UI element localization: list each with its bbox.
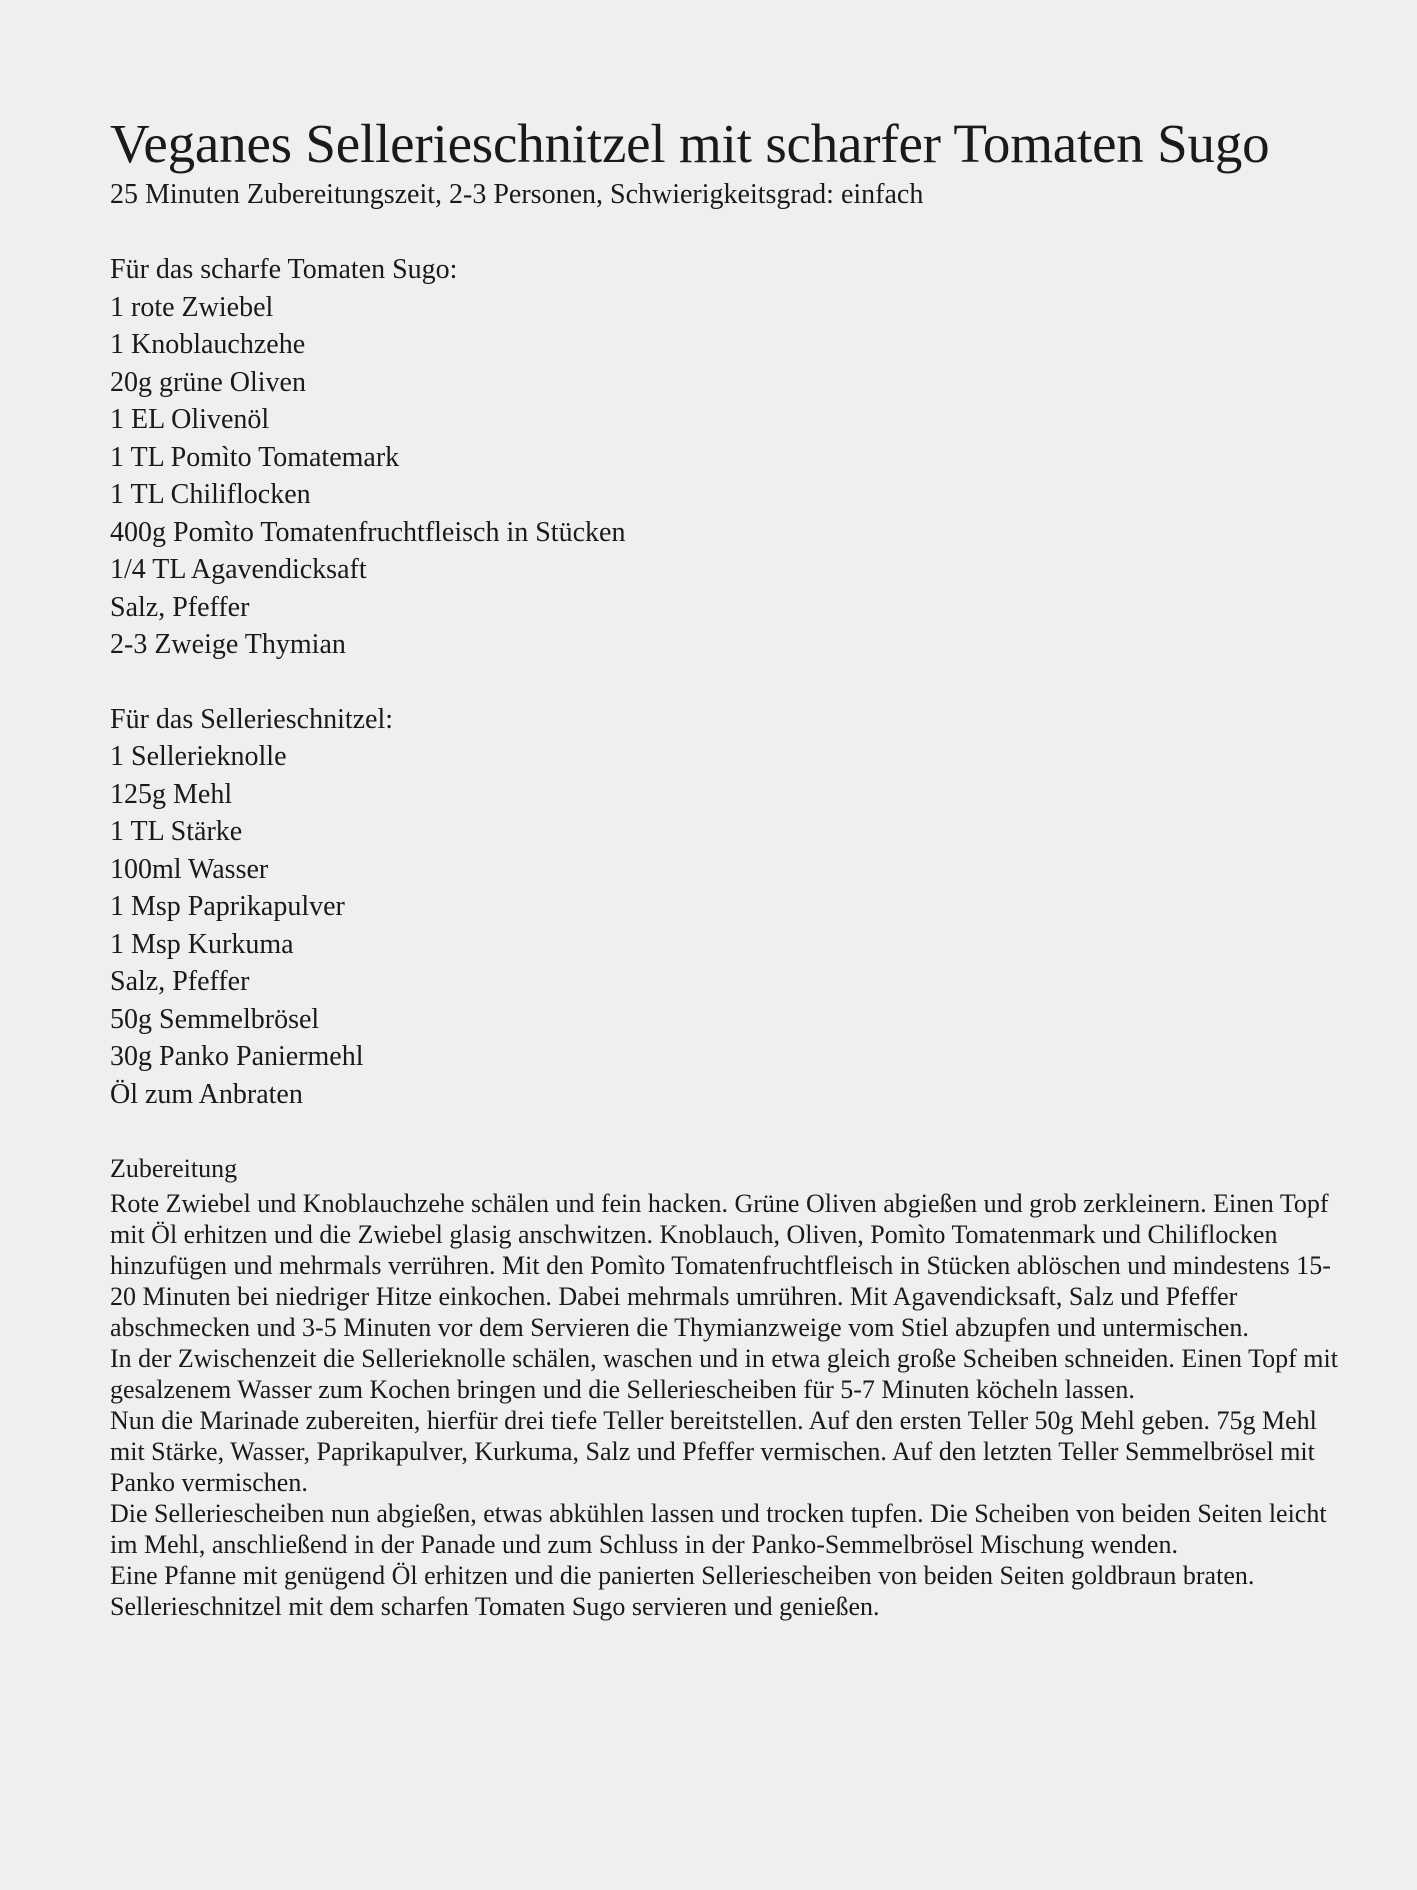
sugo-heading: Für das scharfe Tomaten Sugo: [110, 254, 458, 285]
ingredient-item: 400g Pomìto Tomatenfruchtfleisch in Stücken [110, 516, 626, 548]
preparation-step: Die Selleriescheiben nun abgießen, etwas abkühlen lassen und trocken tupfen. Die Scheiben von beiden Seiten leicht im Mehl, anschließend in der Panade und zum Schluss in der Panko-Semmelbrösel Mischung wenden. [110, 1498, 1327, 1559]
sugo-ingredient-list [110, 289, 1350, 664]
ingredient-item: 30g Panko Paniermehl [110, 1041, 364, 1072]
preparation-step: Eine Pfanne mit genügend Öl erhitzen und die panierten Selleriescheiben von beiden Seiten goldbraun braten. [110, 1560, 1255, 1590]
recipe-document [110, 112, 1350, 1622]
ingredient-item: 1 Msp Kurkuma [110, 928, 294, 960]
ingredient-item: Salz, Pfeffer [110, 591, 250, 623]
ingredient-item: Salz, Pfeffer [110, 966, 250, 997]
preparation-step: Nun die Marinade zubereiten, hierfür drei tiefe Teller bereitstellen. Auf den ersten Teller 50g Mehl geben. 75g Mehl mit Stärke, Wasser, Paprikapulver, Kurkuma, Salz und Pfeffer vermischen. Auf den letzten Teller Semmelbrösel mit Panko vermischen. [110, 1405, 1317, 1497]
schnitzel-heading: Für das Sellerieschnitzel: [110, 703, 394, 735]
ingredient-item: 1 TL Pomìto Tomatemark [110, 441, 400, 473]
schnitzel-ingredient-list [110, 738, 1350, 1113]
sugo-ingredients-section [110, 251, 1350, 664]
ingredient-item: 1 Sellerieknolle [110, 741, 287, 772]
preparation-heading: Zubereitung [110, 1154, 238, 1183]
ingredient-item: Öl zum Anbraten [110, 1078, 303, 1110]
ingredient-item: 1 EL Olivenöl [110, 404, 270, 435]
preparation-step: Sellerieschnitzel mit dem scharfen Tomaten Sugo servieren und genießen. [110, 1591, 880, 1621]
preparation-step: Rote Zwiebel und Knoblauchzehe schälen und fein hacken. Grüne Oliven abgießen und grob zerkleinern. Einen Topf mit Öl erhitzen und die Zwiebel glasig anschwitzen. Knoblauch, Oliven, Pomìto Tomatenmark und Chiliflocken hinzufügen und mehrmals verrühren. Mit den Pomìto Tomatenfruchtfleisch in Stücken ablöschen und mindestens 15-20 Minuten bei niedriger Hitze einkochen. Dabei mehrmals umrühren. Mit Agavendicksaft, Salz und Pfeffer abschmecken und 3-5 Minuten vor dem Servieren die Thymianzweige vom Stiel abzupfen und untermischen. [110, 1188, 1331, 1342]
ingredient-item: 1 Knoblauchzehe [110, 329, 306, 360]
ingredient-item: 100ml Wasser [110, 853, 269, 885]
recipe-meta: 25 Minuten Zubereitungszeit, 2-3 Personen, Schwierigkeitsgrad: einfach [110, 179, 924, 210]
ingredient-item: 1 rote Zwiebel [110, 291, 274, 323]
ingredient-item: 1 Msp Paprikapulver [110, 891, 345, 922]
recipe-title: Veganes Sellerieschnitzel mit scharfer Tomaten Sugo [110, 113, 1270, 174]
ingredient-item: 1 TL Stärke [110, 816, 243, 847]
ingredient-item: 1 TL Chiliflocken [110, 479, 311, 510]
ingredient-item: 125g Mehl [110, 778, 233, 810]
ingredient-item: 20g grüne Oliven [110, 366, 306, 398]
ingredient-item: 50g Semmelbrösel [110, 1003, 320, 1035]
schnitzel-ingredients-section [110, 701, 1350, 1114]
preparation-step: In der Zwischenzeit die Sellerieknolle schälen, waschen und in etwa gleich große Scheiben schneiden. Einen Topf mit gesalzenem Wasser zum Kochen bringen und die Selleriescheiben für 5-7 Minuten köcheln lassen. [110, 1343, 1338, 1404]
ingredient-item: 1/4 TL Agavendicksaft [110, 554, 367, 585]
preparation-section [110, 1150, 1350, 1622]
ingredient-item: 2-3 Zweige Thymian [110, 629, 346, 660]
